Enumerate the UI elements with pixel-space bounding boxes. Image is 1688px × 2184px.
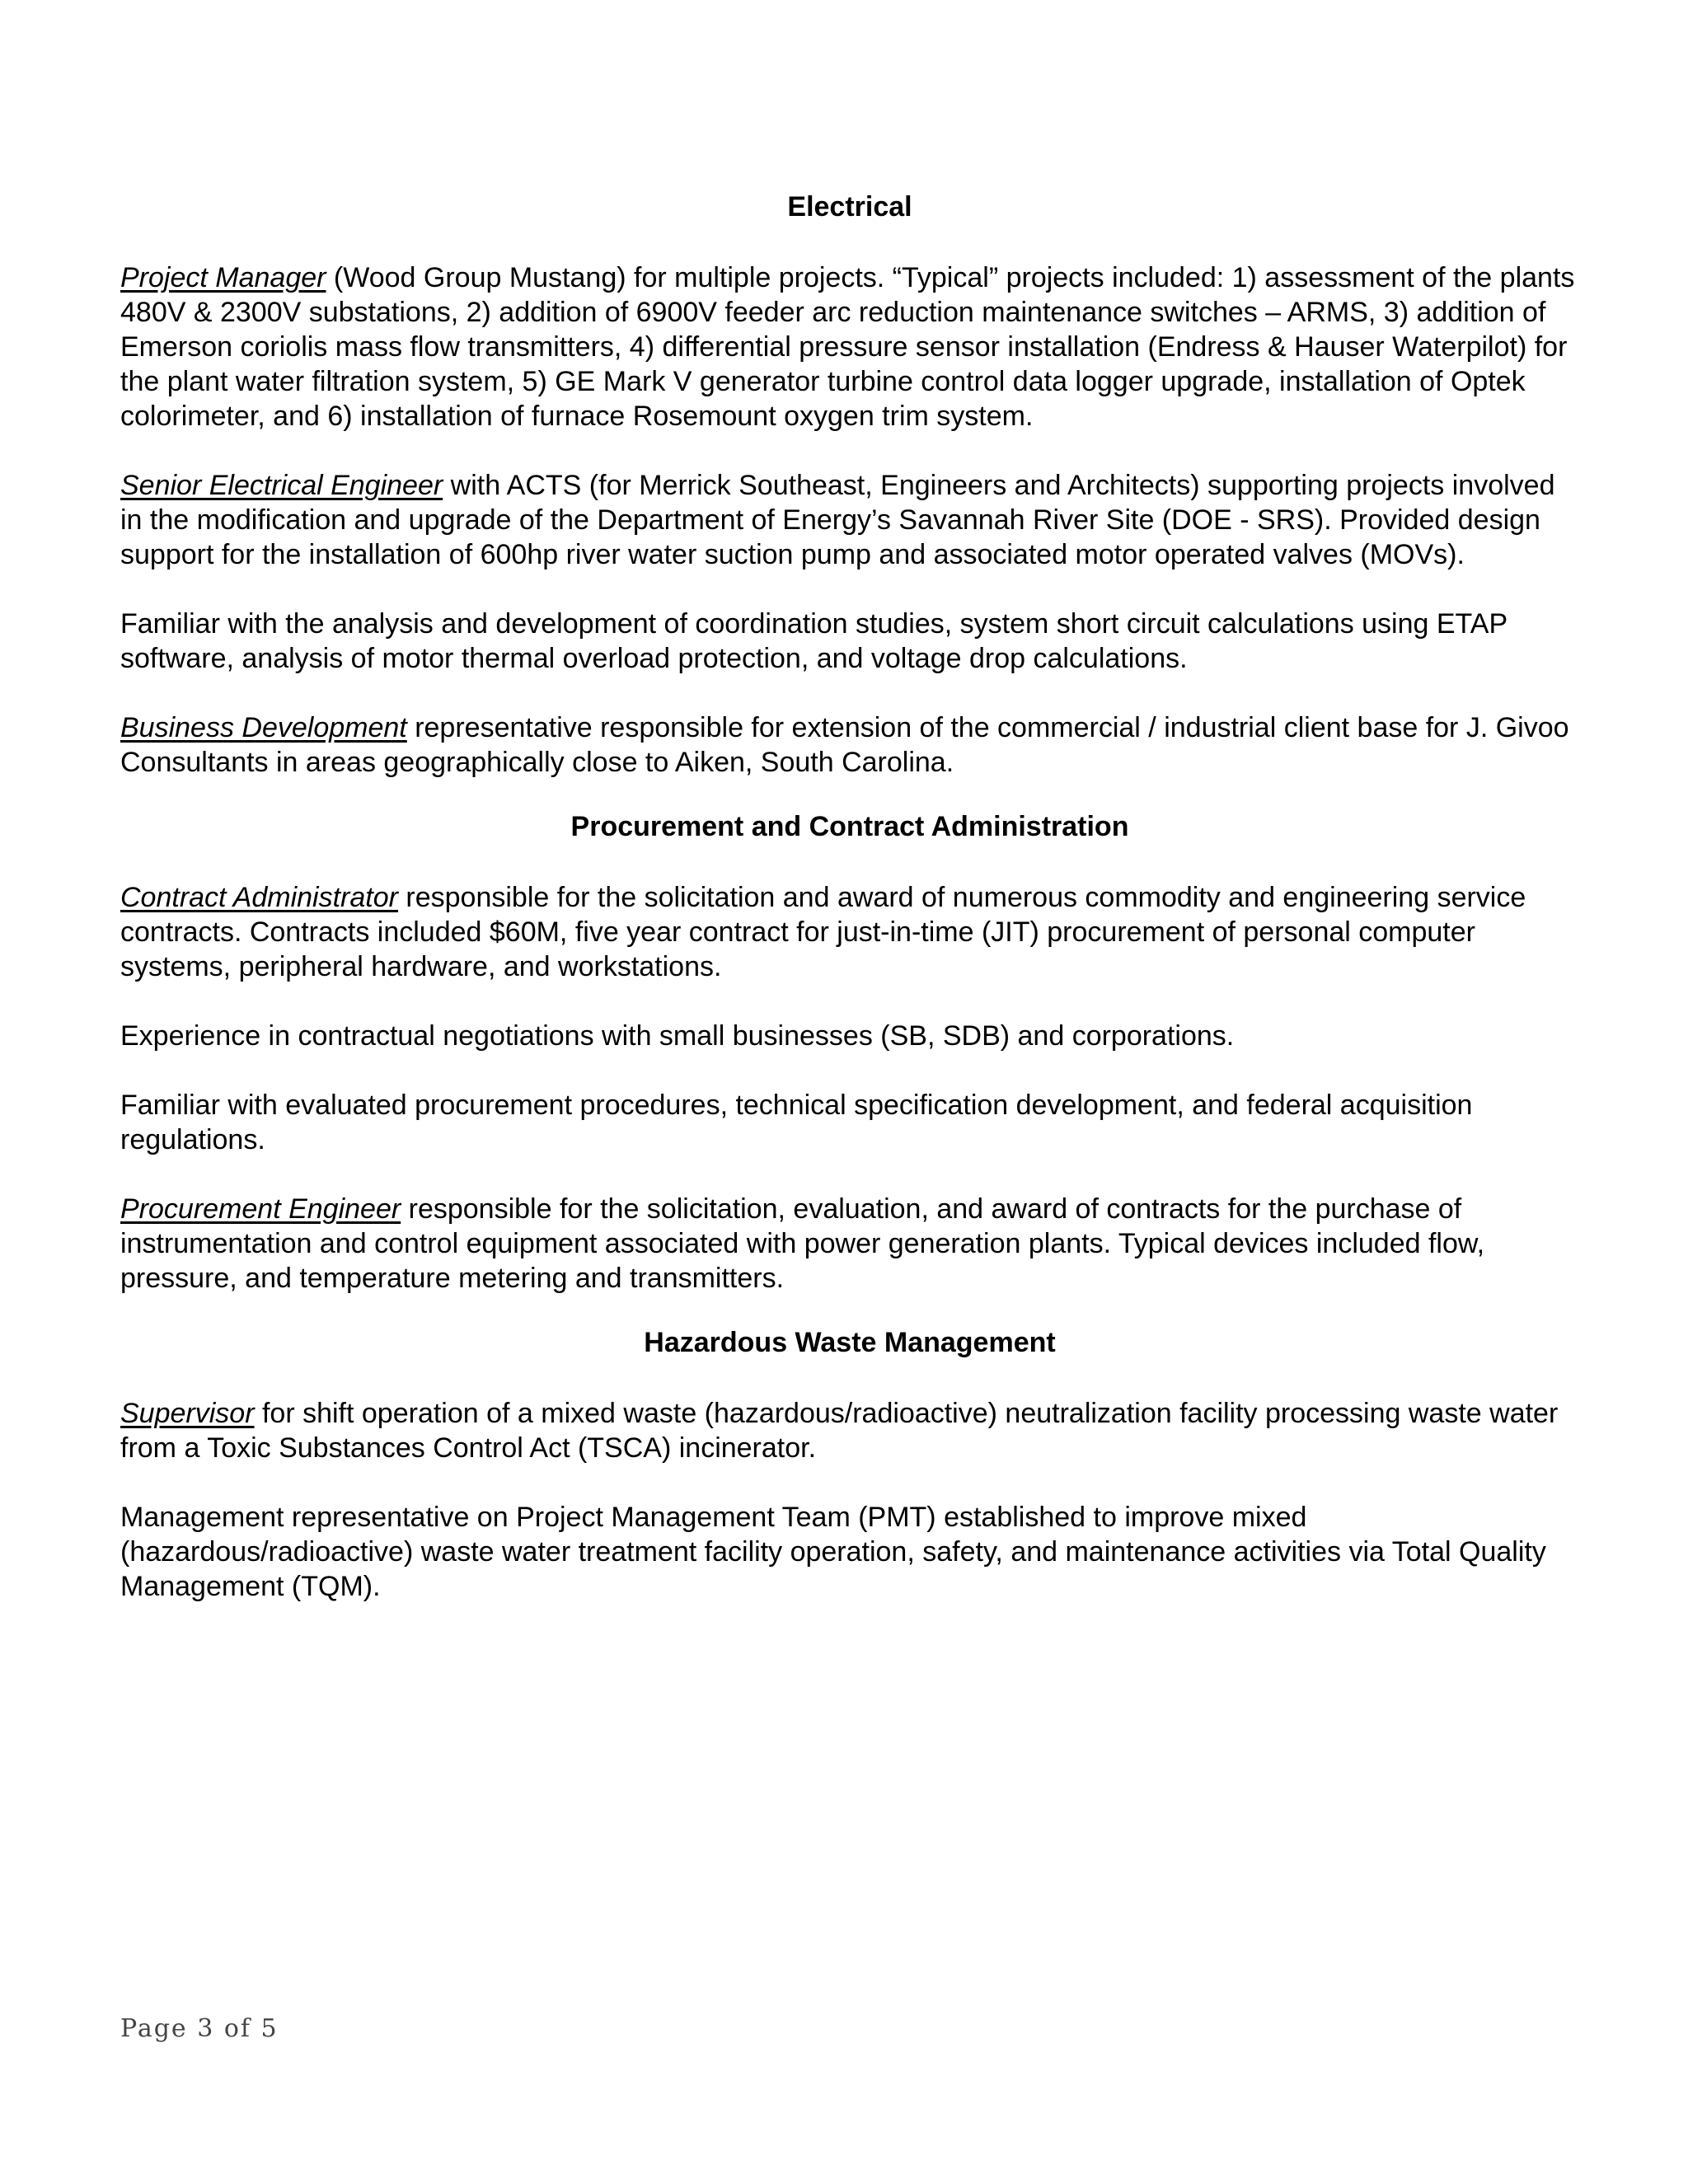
- paragraph-business-development: [120, 710, 1579, 780]
- paragraph-text: for shift operation of a mixed waste (hazardous/radioactive) neutralization facility processing waste water from a Toxic Substances Control Act (TSCA) incinerator.: [120, 1398, 1559, 1464]
- role-supervisor: Supervisor: [120, 1398, 255, 1429]
- role-senior-electrical-engineer: Senior Electrical Engineer: [120, 470, 443, 501]
- paragraph-contract-administrator: [120, 880, 1579, 984]
- role-business-development: Business Development: [120, 712, 407, 743]
- paragraph-management-representative: Management representative on Project Management Team (PMT) established to improve mixed (hazardous/radioactive) waste water treatment facility operation, safety, and maintenance activities via Total Quality Management (TQM).: [120, 1502, 1546, 1602]
- page-number-footer: Page 3 of 5: [120, 2014, 279, 2043]
- paragraph-project-manager: [120, 260, 1579, 434]
- paragraph-text: responsible for the solicitation, evaluation, and award of contracts for the purchase of instrumentation and control equipment associated with power generation plants. Typical devices included flow, pressure, and temperature metering and transmitters.: [120, 1193, 1485, 1294]
- paragraph-procurement-engineer: [120, 1192, 1579, 1296]
- section-heading-hazardous-waste: Hazardous Waste Management: [644, 1327, 1056, 1358]
- role-contract-administrator: Contract Administrator: [120, 882, 398, 913]
- role-procurement-engineer: Procurement Engineer: [120, 1193, 401, 1225]
- paragraph-procurement-procedures: Familiar with evaluated procurement procedures, technical specification development, and federal acquisition regulations.: [120, 1090, 1473, 1155]
- paragraph-text: with ACTS (for Merrick Southeast, Engineers and Architects) supporting projects involved in the modification and upgrade of the Department of Energy’s Savannah River Site (DOE - SRS). Provided design support for the installation of 600hp river water suction pump and associated motor operated valves (MOVs).: [120, 470, 1555, 570]
- paragraph-senior-electrical-engineer: [120, 468, 1579, 572]
- section-heading-electrical: Electrical: [787, 191, 912, 223]
- paragraph-coordination-studies: Familiar with the analysis and development of coordination studies, system short circuit calculations using ETAP software, analysis of motor thermal overload protection, and voltage drop calculations.: [120, 608, 1507, 674]
- paragraph-contractual-negotiations: Experience in contractual negotiations with small businesses (SB, SDB) and corporations.: [120, 1020, 1235, 1052]
- paragraph-text: representative responsible for extension of the commercial / industrial client base for J. Givoo Consultants in areas geographically close to Aiken, South Carolina.: [120, 712, 1569, 778]
- document-page: [120, 190, 1579, 1638]
- role-project-manager: Project Manager: [120, 262, 326, 293]
- paragraph-text: (Wood Group Mustang) for multiple projects. “Typical” projects included: 1) assessment of the plants 480V & 2300V substations, 2) addition of 6900V feeder arc reduction maintenance switches – ARMS, 3) addition of Emerson coriolis mass flow transmitters, 4) differential pressure sensor installation (Endress & Hauser Waterpilot) for the plant water filtration system, 5) GE Mark V generator turbine control data logger upgrade, installation of Optek colorimeter, and 6) installation of furnace Rosemount oxygen trim system.: [120, 262, 1575, 432]
- paragraph-text: responsible for the solicitation and award of numerous commodity and engineering service contracts. Contracts included $60M, five year contract for just-in-time (JIT) procurement of personal computer systems, peripheral hardware, and workstations.: [120, 882, 1526, 982]
- section-heading-procurement: Procurement and Contract Administration: [570, 811, 1129, 842]
- paragraph-supervisor: [120, 1396, 1579, 1465]
